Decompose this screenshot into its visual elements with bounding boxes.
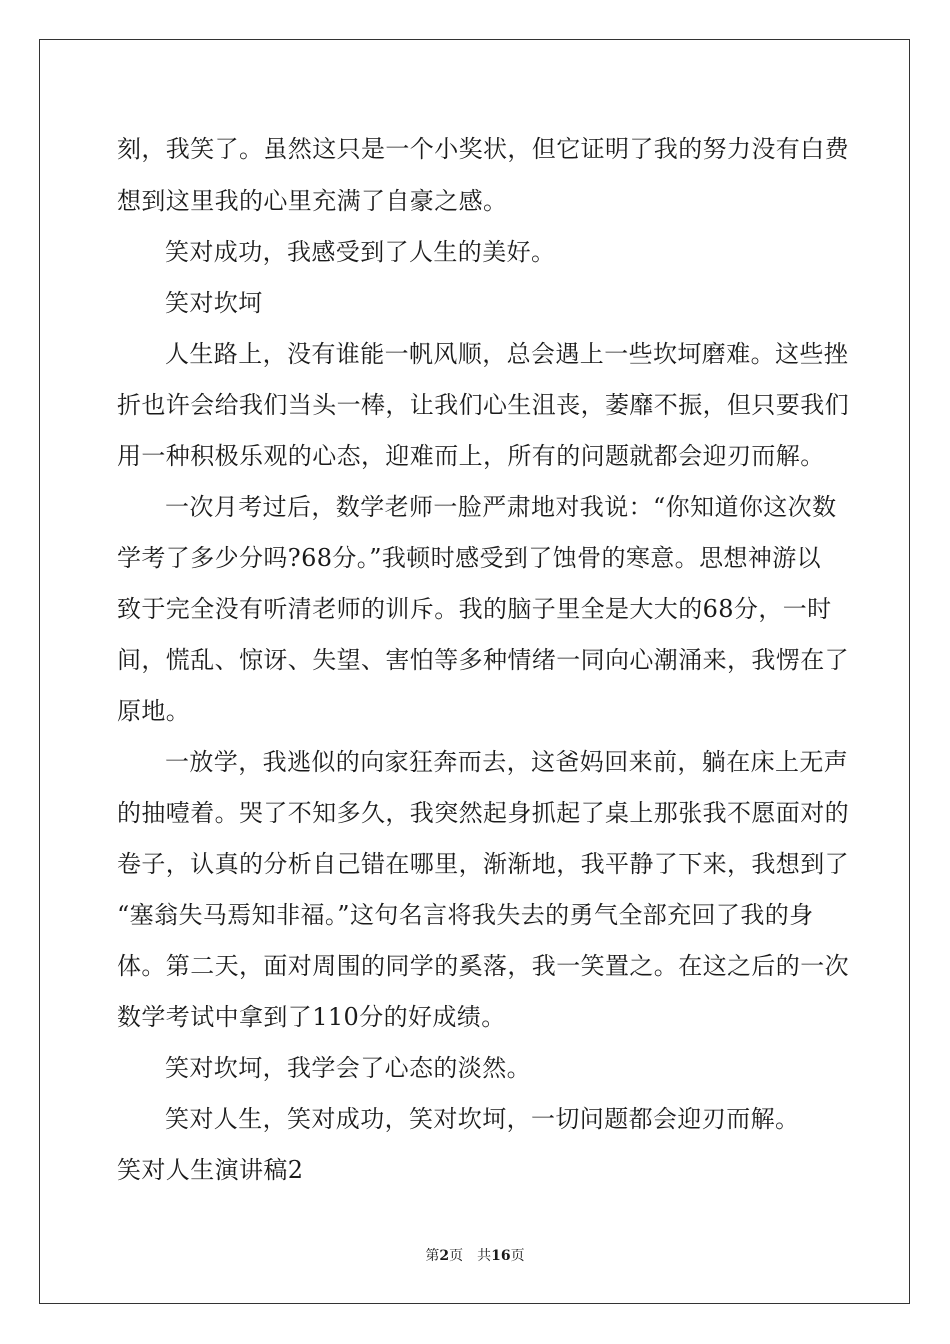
text-line: 一次月考过后，数学老师一脸严肃地对我说：“你知道你这次数 bbox=[165, 493, 837, 521]
document-heading: 笑对人生演讲稿2 bbox=[117, 1156, 304, 1184]
total-suffix: 页 bbox=[510, 1248, 525, 1264]
text-line: 笑对人生，笑对成功，笑对坎坷，一切问题都会迎刃而解。 bbox=[165, 1105, 800, 1133]
page-suffix: 页 bbox=[449, 1248, 464, 1264]
text-line: 卷子，认真的分析自己错在哪里，渐渐地，我平静了下来，我想到了 bbox=[117, 850, 849, 878]
page-number: 2 bbox=[439, 1248, 450, 1264]
text-line: 折也许会给我们当头一棒，让我们心生沮丧，萎靡不振，但只要我们 bbox=[117, 391, 849, 419]
page-prefix: 第 bbox=[425, 1248, 440, 1264]
text-line: 数学考试中拿到了110分的好成绩。 bbox=[117, 1003, 506, 1031]
text-line: 刻，我笑了。虽然这只是一个小奖状，但它证明了我的努力没有白费 bbox=[117, 135, 849, 163]
text-line: 体。第二天，面对周围的同学的奚落，我一笑置之。在这之后的一次 bbox=[117, 952, 849, 980]
text-line: 学考了多少分吗?68分。”我顿时感受到了蚀骨的寒意。思想神游以 bbox=[117, 544, 822, 572]
text-line: 一放学，我逃似的向家狂奔而去，这爸妈回来前，躺在床上无声 bbox=[165, 748, 849, 776]
total-pages: 16 bbox=[491, 1248, 511, 1264]
text-line: 的抽噎着。哭了不知多久，我突然起身抓起了桌上那张我不愿面对的 bbox=[117, 799, 849, 827]
total-prefix: 共 bbox=[477, 1248, 492, 1264]
page-footer bbox=[0, 1246, 950, 1266]
text-line: 致于完全没有听清老师的训斥。我的脑子里全是大大的68分，一时 bbox=[117, 595, 832, 623]
text-line: 笑对成功，我感受到了人生的美好。 bbox=[165, 238, 556, 266]
section-heading: 笑对坎坷 bbox=[165, 289, 263, 317]
text-line: 笑对坎坷，我学会了心态的淡然。 bbox=[165, 1054, 531, 1082]
text-line: 原地。 bbox=[117, 697, 191, 725]
text-line: 想到这里我的心里充满了自豪之感。 bbox=[117, 187, 508, 215]
text-line: “塞翁失马焉知非福。”这句名言将我失去的勇气全部充回了我的身 bbox=[117, 901, 814, 929]
text-line: 用一种积极乐观的心态，迎难而上，所有的问题就都会迎刃而解。 bbox=[117, 442, 825, 470]
text-line: 人生路上，没有谁能一帆风顺，总会遇上一些坎坷磨难。这些挫 bbox=[165, 340, 849, 368]
text-line: 间，慌乱、惊讶、失望、害怕等多种情绪一同向心潮涌来，我愣在了 bbox=[117, 646, 849, 674]
